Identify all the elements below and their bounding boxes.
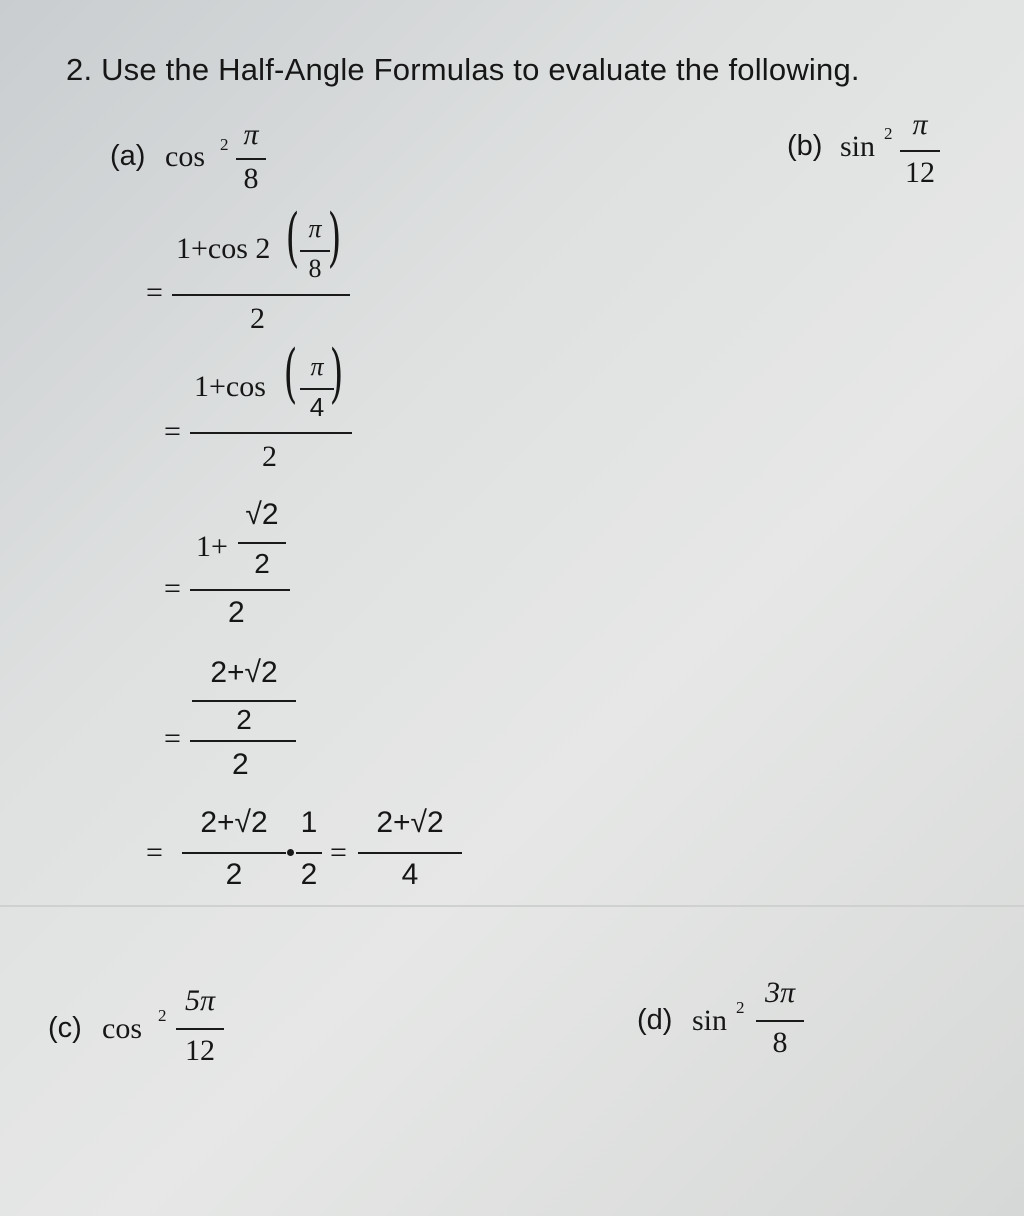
part-c-arg-denominator: 12 [185,1034,215,1067]
fraction-bar [900,150,940,152]
problem-heading: 2. Use the Half-Angle Formulas to evaluate the following. [66,52,860,87]
equals-sign: = [146,276,163,309]
divider-line [0,905,1024,907]
part-b-argument [900,108,940,196]
part-a-arg-denominator: 8 [243,162,259,195]
fraction-bar [238,542,286,544]
step5-fraction-b [296,806,322,898]
part-a-label: (a) [110,140,146,172]
step5-fraction-a [182,806,286,898]
part-a-function: cos [165,140,205,173]
fraction-bar [182,852,286,854]
step3-numerator-text: 1+ [196,530,228,563]
equals-sign: = [164,572,181,605]
fraction-bar [756,1020,804,1022]
part-c-function: cos [102,1012,142,1045]
step1-inner-denominator: 8 [308,254,322,283]
step4-fraction-bar [190,740,296,742]
step1-fraction-bar [172,294,350,296]
right-paren: ) [327,201,342,275]
step2-inner-numerator: π [310,352,324,381]
part-b-exponent: 2 [884,124,893,143]
part-d-argument [756,976,804,1072]
step5-c-numerator: 2+√2 [376,806,444,839]
step2-numerator-text: 1+cos [194,370,266,403]
step4-inner-denominator: 2 [236,704,252,735]
equals-sign: = [164,722,181,755]
part-b-label: (b) [787,130,823,162]
part-a-arg-numerator: π [243,118,259,151]
fraction-bar [358,852,462,854]
part-d-arg-numerator: 3π [764,976,796,1009]
fraction-bar [300,250,330,252]
left-paren: ( [283,337,298,411]
step2-inner-denominator: 4 [309,392,325,422]
step2-fraction-bar [190,432,352,434]
multiply-dot [287,849,294,856]
step3-fraction-bar [190,589,290,591]
step1-denominator: 2 [250,302,265,335]
equals-sign: = [330,836,347,869]
part-c-argument [176,984,224,1080]
part-b-arg-denominator: 12 [905,156,935,189]
step3-denominator: 2 [228,596,245,629]
part-a-exponent: 2 [220,135,229,154]
step4-inner-fraction [192,656,296,742]
step4-inner-numerator: 2+√2 [210,656,278,689]
step1-numerator-text: 1+cos 2 [176,232,271,265]
part-c-arg-numerator: 5π [184,984,216,1017]
part-d-function: sin [692,1004,728,1037]
right-paren: ) [329,337,344,411]
step5-a-denominator: 2 [225,858,243,891]
step5-a-numerator: 2+√2 [200,806,268,839]
step4-denominator: 2 [232,748,249,781]
step5-fraction-c [358,806,462,898]
step1-inner-numerator: π [308,214,322,243]
part-b-arg-numerator: π [912,108,928,141]
step3-inner-numerator: √2 [245,498,279,531]
step3-inner-denominator: 2 [254,548,270,579]
equals-sign: = [164,415,181,448]
step2-denominator: 2 [262,440,277,473]
fraction-bar [176,1028,224,1030]
part-d-exponent: 2 [736,998,745,1017]
part-d-label: (d) [637,1004,673,1036]
fraction-bar [236,158,266,160]
fraction-bar [192,700,296,702]
step5-b-denominator: 2 [300,858,318,891]
equals-sign: = [146,836,163,869]
part-b-function: sin [840,130,876,163]
step1-inner-fraction [300,214,330,292]
fraction-bar [296,852,322,854]
step5-c-denominator: 4 [401,858,419,891]
part-a-argument [236,118,266,202]
step3-inner-fraction [238,498,286,580]
part-c-label: (c) [48,1012,82,1044]
part-c-exponent: 2 [158,1006,167,1025]
part-d-arg-denominator: 8 [772,1026,788,1059]
step5-b-numerator: 1 [300,806,318,839]
left-paren: ( [285,201,300,275]
